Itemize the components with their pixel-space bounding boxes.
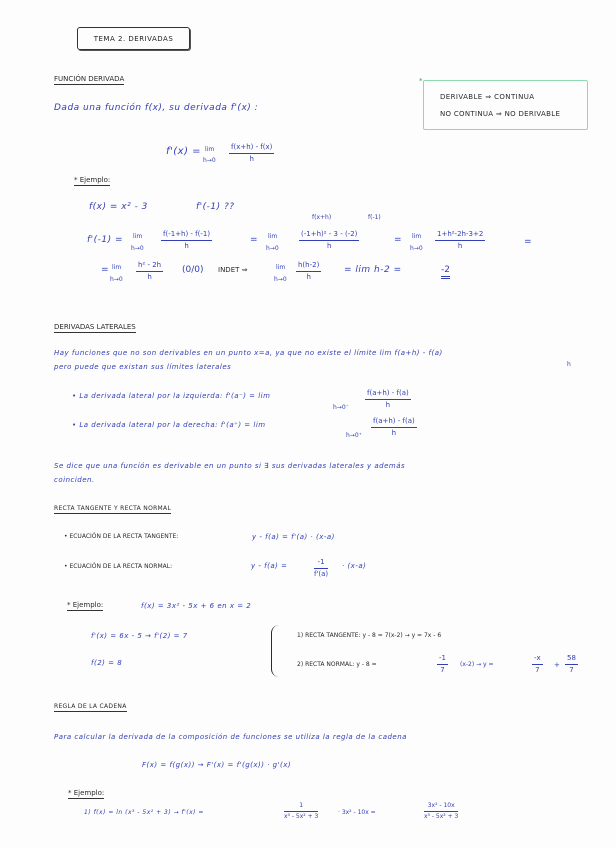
summary-box [423,80,588,130]
section-heading-lateral-derivatives: DERIVADAS LATERALES [54,323,136,331]
sec3-tangent-equation: y - f(a) = f'(a) · (x-a) [252,533,335,541]
example-line2-result: -2 [441,266,450,279]
sec4-example-frac2 [424,803,458,820]
example-line2-frac1 [136,262,163,281]
definition-lhs: f'(x) = [166,146,202,157]
example-line1-eq2: = [394,235,402,245]
example-label-1 [74,177,110,184]
page-title [77,27,190,50]
definition-denominator: h [249,155,254,163]
sec2-bullet-left-num: f(a+h) - f(a) [365,390,411,400]
sec2-bullet-right-den: h [391,429,397,437]
sec2-bullet-right: • La derivada lateral por la derecha: f'(a⁺) = lim [72,421,266,429]
sec4-example-mid: · 3x² - 10x = [338,809,376,816]
sec3-example-normal-lhs: 2) RECTA NORMAL: y - 8 = [297,661,377,668]
sec3-normal-num: -1 [314,559,328,569]
example-line2-lim: lim [112,264,122,271]
sec3-example-normal-frac3 [565,655,578,674]
example-line1-frac2-den: h [326,242,332,250]
sec3-normal-label: • ECUACIÓN DE LA RECTA NORMAL: [64,563,173,570]
sec4-example-lhs: 1) f(x) = ln (x³ - 5x² + 3) → f'(x) = [84,809,204,816]
sec4-example-den1: x³ - 5x² + 3 [284,813,319,820]
sec3-example-normal-den1: 7 [440,666,445,674]
example-line1-frac3-den: h [457,242,463,250]
definition-fraction [229,144,274,163]
sec4-rule: F(x) = f(g(x)) → F'(x) = f'(g(x)) · g'(x) [142,761,292,769]
summary-line-2: NO CONTINUA ⇒ NO DERIVABLE [440,110,561,118]
example-line1-frac2 [299,231,359,250]
example-line1-over2: f(-1) [368,214,381,221]
sec2-bullet-left-den: h [385,401,391,409]
section-heading-tangent-normal: RECTA TANGENTE Y RECTA NORMAL [54,505,172,512]
example-line1-lim2-sub: h→0 [266,245,279,252]
summary-marker: * [419,77,423,85]
example-line1-eq1: = [250,235,258,245]
example-line1-frac2-num: (-1+h)² - 3 - (-2) [299,231,359,241]
sec1-intro: Dada una función f(x), su derivada f'(x) : [54,103,259,113]
example-question: f'(-1) ?? [196,202,235,212]
section-heading-derived-function: FUNCIÓN DERIVADA [54,75,125,83]
sec2-bullet-right-sub: h→0⁺ [346,432,362,439]
example-line1-lim: lim [133,233,143,240]
sec2-bullet-left-sub: h→0⁻ [333,404,349,411]
sec2-bullet-right-num: f(a+h) - f(a) [371,418,417,428]
example-line2-frac1-num: h² - 2h [136,262,163,272]
example-line2-frac2-den: h [306,273,311,281]
sec3-example-normal-frac1 [437,655,448,674]
example-line1-frac3 [435,231,485,250]
sec3-example-derivative: f'(x) = 6x - 5 → f'(2) = 7 [91,632,188,640]
brace [271,625,282,677]
sec3-example-normal-num3: 58 [565,655,578,665]
sec3-normal-lhs: y - f(a) = [251,562,288,570]
sec2-paragraph-1: Hay funciones que no son derivables en un punto x=a, ya que no existe el límite lim f(a+h) - f(a) [54,349,443,357]
sec3-example-normal-frac2 [532,655,543,674]
sec3-example-value: f(2) = 8 [91,659,123,667]
example-label-2-text: * Ejemplo: [67,601,104,609]
sec3-example-tangent: 1) RECTA TANGENTE: y - 8 = 7(x-2) → y = 7x - 6 [297,632,442,639]
definition-numerator: f(x+h) - f(x) [229,144,274,154]
definition-lim: lim [205,146,215,153]
definition-lim-sub: h→0 [203,157,216,164]
example-line2-frac2 [296,262,321,281]
example-line2-frac1-den: h [147,273,152,281]
example-line2-eq: = [101,265,109,275]
example-line2-tail: = lim h-2 = [344,265,402,275]
sec3-example-normal-den2: 7 [535,666,540,674]
example-line1-frac3-num: 1+h²-2h-3+2 [435,231,485,241]
page-title-text: TEMA 2. DERIVADAS [93,34,174,43]
sec2-bullet-left-frac [365,390,411,409]
sec2-bullet-right-frac [371,418,417,437]
example-function: f(x) = x² - 3 [89,202,148,212]
sec4-example-num1: 1 [284,803,318,812]
example-line1-frac1 [161,231,212,250]
sec4-example-num2: 3x² - 10x [424,803,458,812]
sec2-paragraph-1-den: h [567,361,571,368]
example-line2-lim2: lim [276,264,286,271]
example-label-2 [67,602,103,609]
sec4-example-den2: x³ - 5x² + 3 [424,813,459,820]
sec3-normal-den: f'(a) [314,570,329,578]
sec4-paragraph: Para calcular la derivada de la composición de funciones se utiliza la regla de la cadena [54,733,407,741]
sec2-paragraph-2a: Se dice que una función es derivable en un punto si ∃ sus derivadas laterales y además [54,462,406,470]
example-line1-lim-sub: h→0 [131,245,144,252]
example-line1-frac1-num: f(-1+h) - f(-1) [161,231,212,241]
sec3-example-function: f(x) = 3x² - 5x + 6 en x = 2 [141,602,252,610]
sec2-bullet-left: • La derivada lateral por la izquierda: f'(a⁻) = lim [72,392,271,400]
example-line2-frac2-num: h(h-2) [296,262,321,272]
example-line1-over1: f(x+h) [312,214,332,221]
sec3-example-normal-plus: + [554,661,560,669]
sec3-normal-tail: · (x-a) [342,562,367,570]
example-line1-lim2: lim [268,233,278,240]
example-label-3 [68,790,104,797]
sec3-example-normal-num2: -x [532,655,543,665]
example-line2-lim2-sub: h→0 [274,276,287,283]
sec3-example-normal-den3: 7 [569,666,574,674]
sec3-example-normal-num1: -1 [437,655,448,665]
example-line1-frac1-den: h [184,242,189,250]
example-line1-lim3-sub: h→0 [410,245,423,252]
example-line2-indet: INDET ⇒ [218,266,248,274]
example-line2-paren: (0/0) [182,265,204,275]
sec3-example-normal-mid: (x-2) → y = [460,661,494,668]
sec2-paragraph-1b: pero puede que existan sus límites laterales [54,363,232,371]
sec3-normal-frac [314,559,328,578]
sec2-paragraph-2b: coinciden. [54,476,95,484]
summary-line-1: DERIVABLE ⇒ CONTINUA [440,93,535,101]
example-line1-eq3: = [524,237,532,247]
example-line1-lim3: lim [412,233,422,240]
example-label-1-text: * Ejemplo: [74,176,111,184]
section-heading-chain-rule: REGLA DE LA CADENA [54,703,127,710]
example-line1-lhs: f'(-1) = [87,235,124,245]
example-label-3-text: * Ejemplo: [68,789,105,797]
example-line2-lim-sub: h→0 [110,276,123,283]
sec4-example-frac1 [284,803,318,820]
sec3-tangent-label: • ECUACIÓN DE LA RECTA TANGENTE: [64,533,179,540]
